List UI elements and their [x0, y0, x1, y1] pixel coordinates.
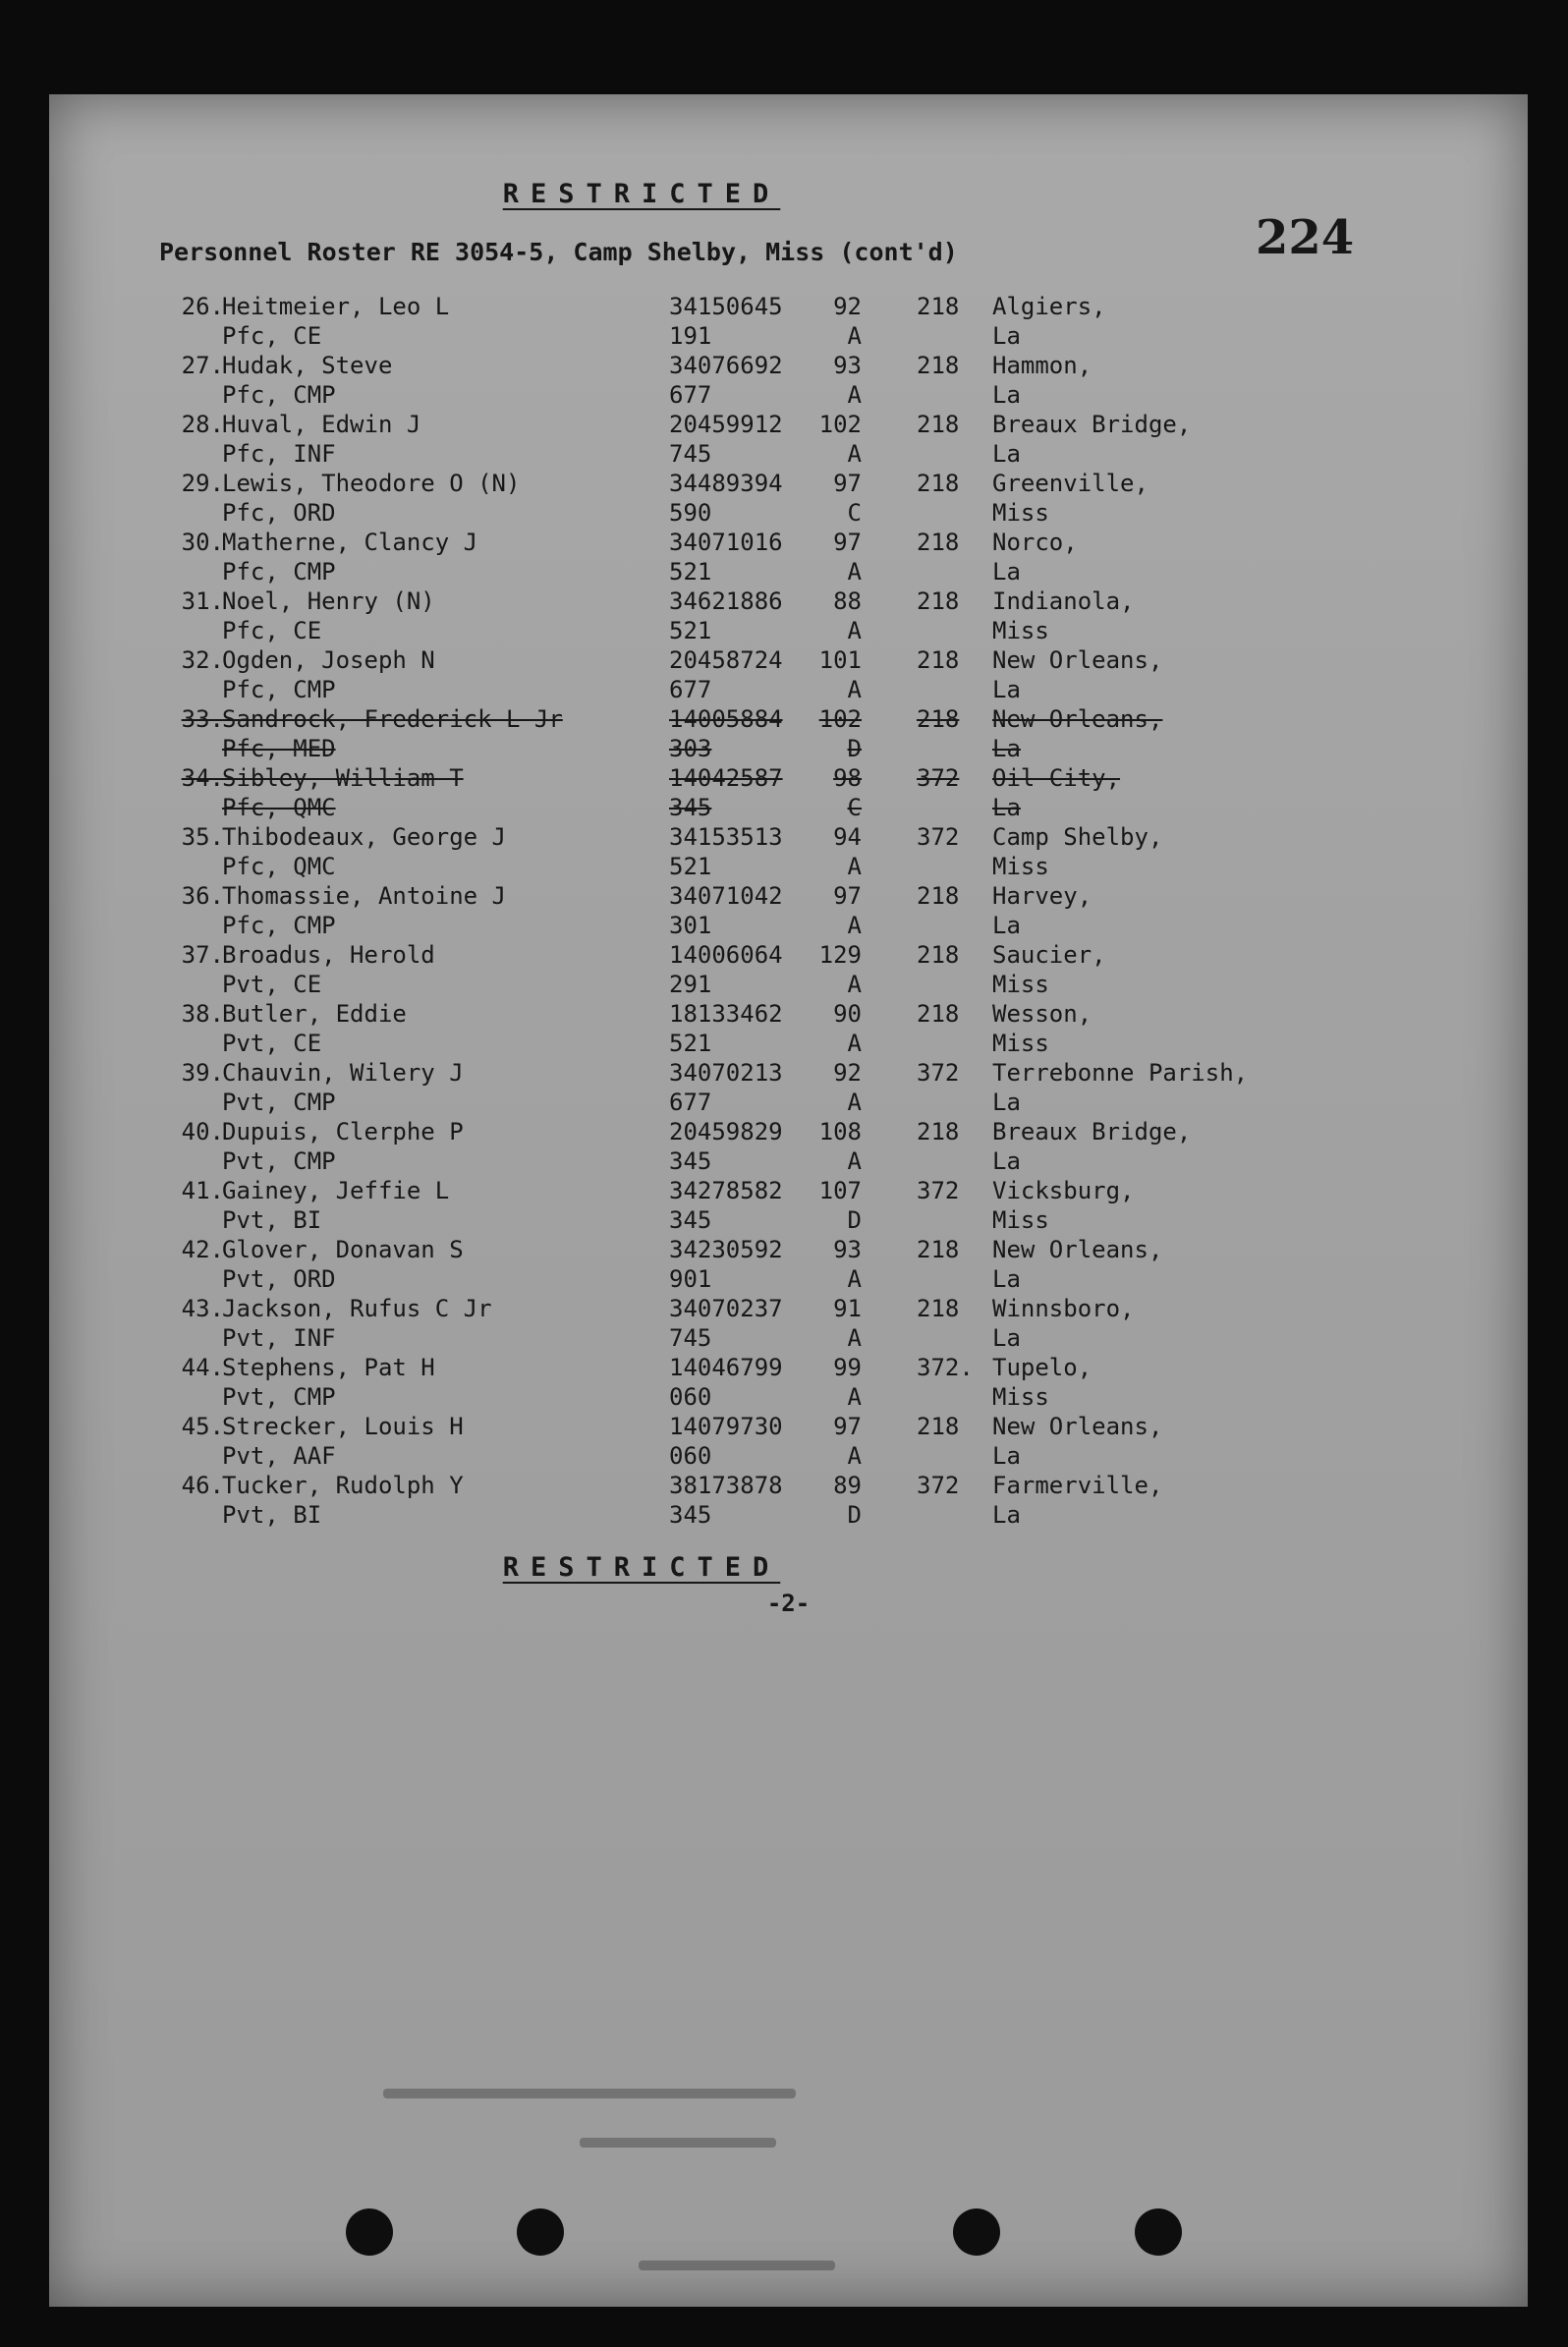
- specialty-code: 677: [669, 381, 712, 409]
- soldier-name: Dupuis, Clerphe P: [222, 1118, 464, 1146]
- rank-branch: Pvt, BI: [222, 1501, 322, 1529]
- specialty-code: 191: [669, 322, 712, 350]
- roster-entry: [49, 1118, 1528, 1177]
- serial-number: 34076692: [669, 352, 783, 379]
- roster-number: 35.: [181, 823, 224, 851]
- punch-hole: [953, 2208, 1000, 2256]
- grade-letter: D: [847, 1206, 862, 1234]
- grade-letter: A: [847, 1265, 862, 1293]
- serial-number: 14005884: [669, 705, 783, 733]
- home-city: Terrebonne Parish,: [992, 1059, 1249, 1087]
- score-value: 102: [818, 411, 862, 438]
- score-value: 102: [818, 705, 862, 733]
- roster-number: 32.: [181, 646, 224, 674]
- home-city: New Orleans,: [992, 705, 1163, 733]
- roster-title: Personnel Roster RE 3054-5, Camp Shelby, Miss (cont'd): [159, 238, 958, 266]
- specialty-code: 345: [669, 1206, 712, 1234]
- score-value: 90: [833, 1000, 862, 1028]
- home-state: La: [992, 322, 1021, 350]
- code-value: 218: [917, 293, 960, 320]
- roster-entry: [49, 764, 1528, 823]
- home-state: La: [992, 912, 1021, 939]
- rank-branch: Pfc, CE: [222, 617, 322, 644]
- score-value: 97: [833, 1413, 862, 1440]
- serial-number: 34230592: [669, 1236, 783, 1263]
- grade-letter: D: [847, 1501, 862, 1529]
- serial-number: 34621886: [669, 587, 783, 615]
- soldier-name: Strecker, Louis H: [222, 1413, 464, 1440]
- grade-letter: A: [847, 1383, 862, 1411]
- score-value: 101: [818, 646, 862, 674]
- grade-letter: A: [847, 381, 862, 409]
- roster-entry: [49, 587, 1528, 646]
- soldier-name: Tucker, Rudolph Y: [222, 1472, 464, 1499]
- roster-number: 42.: [181, 1236, 224, 1263]
- grade-letter: A: [847, 1147, 862, 1175]
- serial-number: 38173878: [669, 1472, 783, 1499]
- roster-entry: [49, 529, 1528, 587]
- code-value: 372.: [917, 1354, 974, 1381]
- grade-letter: A: [847, 971, 862, 998]
- grade-letter: A: [847, 1030, 862, 1057]
- home-state: Miss: [992, 1206, 1049, 1234]
- soldier-name: Sibley, William T: [222, 764, 464, 792]
- home-state: La: [992, 1324, 1021, 1352]
- score-value: 129: [818, 941, 862, 969]
- roster-entry: [49, 1354, 1528, 1413]
- specialty-code: 677: [669, 1089, 712, 1116]
- punch-hole: [1135, 2208, 1182, 2256]
- roster-number: 43.: [181, 1295, 224, 1322]
- score-value: 97: [833, 529, 862, 556]
- home-state: La: [992, 1501, 1021, 1529]
- home-city: Vicksburg,: [992, 1177, 1135, 1204]
- code-value: 218: [917, 941, 960, 969]
- roster-entry: [49, 1413, 1528, 1472]
- roster-number: 30.: [181, 529, 224, 556]
- grade-letter: A: [847, 322, 862, 350]
- serial-number: 34071042: [669, 882, 783, 910]
- code-value: 218: [917, 529, 960, 556]
- home-city: Winnsboro,: [992, 1295, 1135, 1322]
- roster-entry: [49, 1236, 1528, 1295]
- soldier-name: Heitmeier, Leo L: [222, 293, 450, 320]
- grade-letter: A: [847, 1089, 862, 1116]
- home-state: La: [992, 1265, 1021, 1293]
- page-number: 224: [1256, 210, 1355, 265]
- score-value: 92: [833, 293, 862, 320]
- home-state: La: [992, 558, 1021, 586]
- roster-entry: [49, 411, 1528, 470]
- code-value: 372: [917, 1177, 960, 1204]
- code-value: 218: [917, 882, 960, 910]
- specialty-code: 521: [669, 558, 712, 586]
- serial-number: 34150645: [669, 293, 783, 320]
- specialty-code: 521: [669, 1030, 712, 1057]
- score-value: 99: [833, 1354, 862, 1381]
- home-city: Greenville,: [992, 470, 1148, 497]
- code-value: 218: [917, 646, 960, 674]
- score-value: 93: [833, 352, 862, 379]
- roster-number: 26.: [181, 293, 224, 320]
- code-value: 372: [917, 1059, 960, 1087]
- home-city: Tupelo,: [992, 1354, 1092, 1381]
- specialty-code: 301: [669, 912, 712, 939]
- home-city: Saucier,: [992, 941, 1106, 969]
- rank-branch: Pfc, CMP: [222, 676, 336, 703]
- roster-number: 46.: [181, 1472, 224, 1499]
- roster-entry: [49, 646, 1528, 705]
- soldier-name: Huval, Edwin J: [222, 411, 421, 438]
- grade-letter: A: [847, 676, 862, 703]
- grade-letter: A: [847, 1442, 862, 1470]
- serial-number: 34153513: [669, 823, 783, 851]
- home-state: La: [992, 381, 1021, 409]
- code-value: 218: [917, 705, 960, 733]
- specialty-code: 745: [669, 1324, 712, 1352]
- document-page: [49, 94, 1528, 2307]
- serial-number: 14042587: [669, 764, 783, 792]
- code-value: 218: [917, 470, 960, 497]
- home-city: Indianola,: [992, 587, 1135, 615]
- roster-entry: [49, 1295, 1528, 1354]
- serial-number: 18133462: [669, 1000, 783, 1028]
- roster-number: 36.: [181, 882, 224, 910]
- roster-entry: [49, 823, 1528, 882]
- grade-letter: A: [847, 558, 862, 586]
- soldier-name: Gainey, Jeffie L: [222, 1177, 450, 1204]
- rank-branch: Pvt, CMP: [222, 1089, 336, 1116]
- home-state: Miss: [992, 499, 1049, 527]
- rank-branch: Pvt, ORD: [222, 1265, 336, 1293]
- sub-page-number: -2-: [766, 1590, 811, 1617]
- specialty-code: 060: [669, 1442, 712, 1470]
- rank-branch: Pfc, CMP: [222, 912, 336, 939]
- specialty-code: 345: [669, 1501, 712, 1529]
- roster-number: 31.: [181, 587, 224, 615]
- roster-entry: [49, 941, 1528, 1000]
- soldier-name: Broadus, Herold: [222, 941, 435, 969]
- rank-branch: Pvt, AAF: [222, 1442, 336, 1470]
- home-city: Breaux Bridge,: [992, 1118, 1192, 1146]
- code-value: 372: [917, 823, 960, 851]
- soldier-name: Thibodeaux, George J: [222, 823, 506, 851]
- home-city: Algiers,: [992, 293, 1106, 320]
- score-value: 107: [818, 1177, 862, 1204]
- home-state: La: [992, 440, 1021, 468]
- code-value: 218: [917, 1413, 960, 1440]
- specialty-code: 303: [669, 735, 712, 762]
- code-value: 218: [917, 411, 960, 438]
- home-city: New Orleans,: [992, 1236, 1163, 1263]
- score-value: 97: [833, 882, 862, 910]
- serial-number: 34070213: [669, 1059, 783, 1087]
- serial-number: 14079730: [669, 1413, 783, 1440]
- home-state: La: [992, 1089, 1021, 1116]
- roster-number: 39.: [181, 1059, 224, 1087]
- code-value: 372: [917, 764, 960, 792]
- home-city: New Orleans,: [992, 646, 1163, 674]
- roster-list: [49, 293, 1528, 1531]
- specialty-code: 901: [669, 1265, 712, 1293]
- soldier-name: Thomassie, Antoine J: [222, 882, 506, 910]
- grade-letter: A: [847, 440, 862, 468]
- home-city: Harvey,: [992, 882, 1092, 910]
- code-value: 218: [917, 587, 960, 615]
- grade-letter: C: [847, 794, 862, 821]
- rank-branch: Pfc, ORD: [222, 499, 336, 527]
- soldier-name: Glover, Donavan S: [222, 1236, 464, 1263]
- specialty-code: 745: [669, 440, 712, 468]
- rank-branch: Pvt, BI: [222, 1206, 322, 1234]
- specialty-code: 521: [669, 853, 712, 880]
- score-value: 89: [833, 1472, 862, 1499]
- rank-branch: Pfc, MED: [222, 735, 336, 762]
- code-value: 372: [917, 1472, 960, 1499]
- rank-branch: Pfc, CMP: [222, 381, 336, 409]
- score-value: 98: [833, 764, 862, 792]
- grade-letter: D: [847, 735, 862, 762]
- specialty-code: 590: [669, 499, 712, 527]
- home-city: Farmerville,: [992, 1472, 1163, 1499]
- restricted-footer: RESTRICTED: [502, 1552, 781, 1583]
- grade-letter: A: [847, 1324, 862, 1352]
- serial-number: 34278582: [669, 1177, 783, 1204]
- soldier-name: Sandrock, Frederick L Jr: [222, 705, 563, 733]
- rank-branch: Pvt, CMP: [222, 1383, 336, 1411]
- serial-number: 14006064: [669, 941, 783, 969]
- rank-branch: Pfc, INF: [222, 440, 336, 468]
- home-state: Miss: [992, 1030, 1049, 1057]
- restricted-header: RESTRICTED: [502, 179, 781, 209]
- home-state: La: [992, 1442, 1021, 1470]
- home-state: Miss: [992, 1383, 1049, 1411]
- home-city: Oil City,: [992, 764, 1121, 792]
- soldier-name: Noel, Henry (N): [222, 587, 435, 615]
- home-city: Camp Shelby,: [992, 823, 1163, 851]
- roster-number: 37.: [181, 941, 224, 969]
- home-city: Hammon,: [992, 352, 1092, 379]
- home-city: Norco,: [992, 529, 1078, 556]
- specialty-code: 060: [669, 1383, 712, 1411]
- roster-entry: [49, 293, 1528, 352]
- serial-number: 20459912: [669, 411, 783, 438]
- specialty-code: 521: [669, 617, 712, 644]
- rank-branch: Pfc, CE: [222, 322, 322, 350]
- score-value: 92: [833, 1059, 862, 1087]
- rank-branch: Pvt, INF: [222, 1324, 336, 1352]
- serial-number: 20458724: [669, 646, 783, 674]
- home-state: La: [992, 794, 1021, 821]
- roster-entry: [49, 705, 1528, 764]
- home-city: Breaux Bridge,: [992, 411, 1192, 438]
- specialty-code: 345: [669, 794, 712, 821]
- soldier-name: Hudak, Steve: [222, 352, 393, 379]
- soldier-name: Matherne, Clancy J: [222, 529, 478, 556]
- specialty-code: 345: [669, 1147, 712, 1175]
- home-state: Miss: [992, 853, 1049, 880]
- rank-branch: Pfc, QMC: [222, 794, 336, 821]
- roster-entry: [49, 882, 1528, 941]
- code-value: 218: [917, 1295, 960, 1322]
- roster-number: 33.: [181, 705, 224, 733]
- roster-number: 27.: [181, 352, 224, 379]
- grade-letter: A: [847, 912, 862, 939]
- serial-number: 34489394: [669, 470, 783, 497]
- serial-number: 34070237: [669, 1295, 783, 1322]
- roster-entry: [49, 352, 1528, 411]
- score-value: 94: [833, 823, 862, 851]
- roster-number: 40.: [181, 1118, 224, 1146]
- soldier-name: Ogden, Joseph N: [222, 646, 435, 674]
- code-value: 218: [917, 352, 960, 379]
- rank-branch: Pvt, CE: [222, 1030, 322, 1057]
- soldier-name: Stephens, Pat H: [222, 1354, 435, 1381]
- score-value: 91: [833, 1295, 862, 1322]
- soldier-name: Chauvin, Wilery J: [222, 1059, 464, 1087]
- serial-number: 20459829: [669, 1118, 783, 1146]
- serial-number: 34071016: [669, 529, 783, 556]
- score-value: 108: [818, 1118, 862, 1146]
- specialty-code: 291: [669, 971, 712, 998]
- score-value: 97: [833, 470, 862, 497]
- punch-hole: [517, 2208, 564, 2256]
- score-value: 93: [833, 1236, 862, 1263]
- rank-branch: Pvt, CMP: [222, 1147, 336, 1175]
- roster-entry: [49, 470, 1528, 529]
- roster-entry: [49, 1000, 1528, 1059]
- home-city: New Orleans,: [992, 1413, 1163, 1440]
- roster-number: 41.: [181, 1177, 224, 1204]
- roster-number: 29.: [181, 470, 224, 497]
- specialty-code: 677: [669, 676, 712, 703]
- grade-letter: A: [847, 853, 862, 880]
- faded-stamp: [580, 2138, 776, 2148]
- roster-number: 28.: [181, 411, 224, 438]
- rank-branch: Pfc, CMP: [222, 558, 336, 586]
- roster-entry: [49, 1177, 1528, 1236]
- home-state: Miss: [992, 971, 1049, 998]
- roster-number: 44.: [181, 1354, 224, 1381]
- faded-stamp: [383, 2089, 796, 2098]
- serial-number: 14046799: [669, 1354, 783, 1381]
- home-state: La: [992, 1147, 1021, 1175]
- home-city: Wesson,: [992, 1000, 1092, 1028]
- home-state: Miss: [992, 617, 1049, 644]
- grade-letter: A: [847, 617, 862, 644]
- faded-stamp: [639, 2261, 835, 2270]
- soldier-name: Lewis, Theodore O (N): [222, 470, 521, 497]
- code-value: 218: [917, 1236, 960, 1263]
- code-value: 218: [917, 1000, 960, 1028]
- roster-entry: [49, 1059, 1528, 1118]
- roster-entry: [49, 1472, 1528, 1531]
- code-value: 218: [917, 1118, 960, 1146]
- soldier-name: Jackson, Rufus C Jr: [222, 1295, 492, 1322]
- grade-letter: C: [847, 499, 862, 527]
- score-value: 88: [833, 587, 862, 615]
- home-state: La: [992, 676, 1021, 703]
- home-state: La: [992, 735, 1021, 762]
- rank-branch: Pfc, QMC: [222, 853, 336, 880]
- roster-number: 34.: [181, 764, 224, 792]
- roster-number: 38.: [181, 1000, 224, 1028]
- roster-number: 45.: [181, 1413, 224, 1440]
- rank-branch: Pvt, CE: [222, 971, 322, 998]
- punch-hole: [346, 2208, 393, 2256]
- soldier-name: Butler, Eddie: [222, 1000, 407, 1028]
